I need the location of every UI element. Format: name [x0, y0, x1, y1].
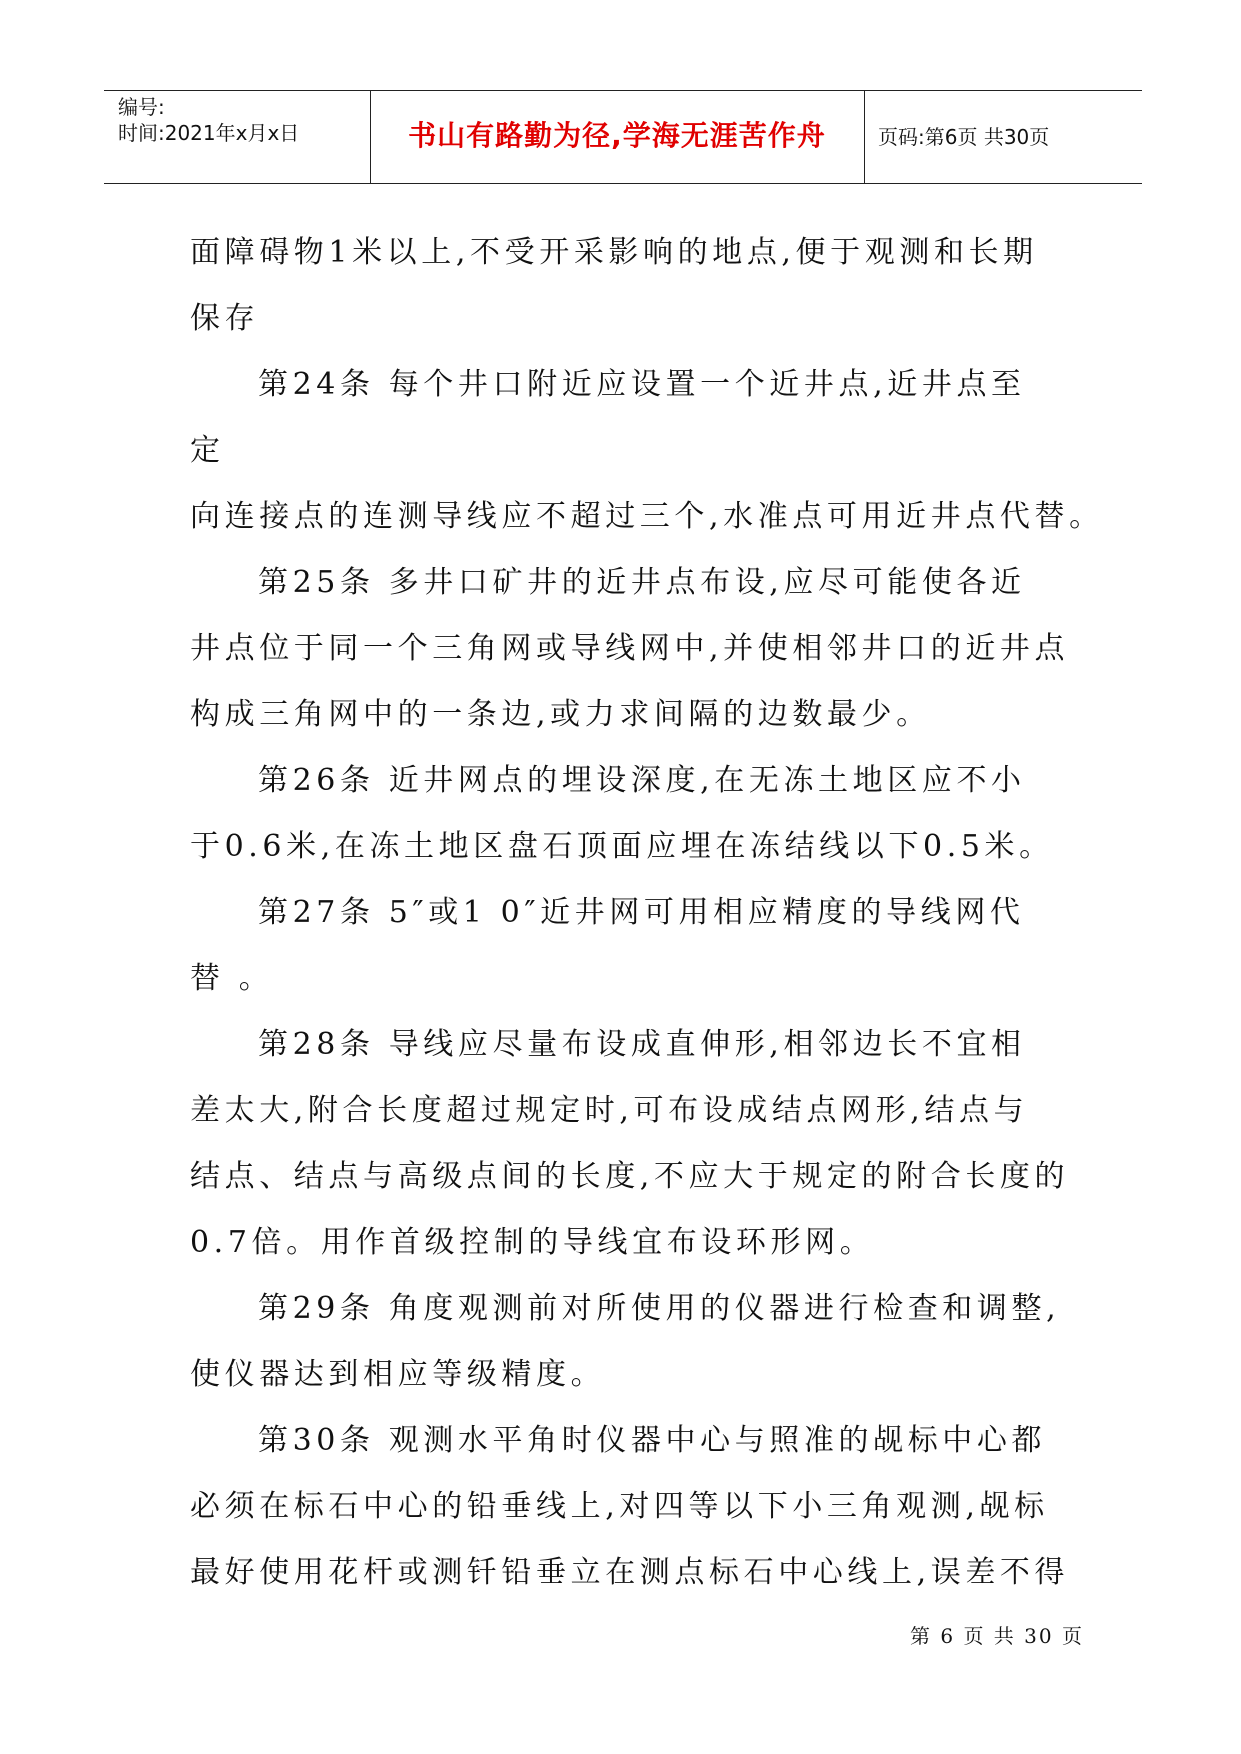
text-line: 使仪器达到相应等级精度。: [190, 1357, 606, 1392]
motto-text: 书山有路勤为径,学海无涯苦作舟: [408, 119, 826, 152]
article-28: 第28条 导线应尽量布设成直伸形,相邻边长不宜相: [258, 1027, 1026, 1062]
text-line: 必须在标石中心的铅垂线上,对四等以下小三角观测,觇标: [190, 1489, 1049, 1524]
text-line: 0.7倍。用作首级控制的导线宜布设环形网。: [190, 1225, 875, 1260]
article-25: 第25条 多井口矿井的近井点布设,应尽可能使各近: [258, 565, 1026, 600]
text-line: 面障碍物1米以上,不受开采影响的地点,便于观测和长期: [190, 235, 1038, 270]
header-meta-cell: [104, 91, 371, 183]
text-line: 最好使用花杆或测钎铅垂立在测点标石中心线上,误差不得: [190, 1555, 1070, 1590]
text-line: 结点、结点与高级点间的长度,不应大于规定的附合长度的: [190, 1159, 1070, 1194]
article-27: 第27条 5″或1 0″近井网可用相应精度的导线网代: [258, 895, 1025, 930]
article-26: 第26条 近井网点的埋设深度,在无冻土地区应不小: [258, 763, 1026, 798]
text-line: 定: [190, 433, 225, 468]
text-line: 保存: [190, 301, 260, 336]
text-line: 替 。: [190, 961, 274, 996]
text-line: 井点位于同一个三角网或导线网中,并使相邻井口的近井点: [190, 631, 1070, 666]
document-body: [190, 220, 1104, 1606]
text-line: 差太大,附合长度超过规定时,可布设成结点网形,结点与: [190, 1093, 1029, 1128]
text-line: 于0.6米,在冻土地区盘石顶面应埋在冻结线以下0.5米。: [190, 829, 1054, 864]
text-line: 构成三角网中的一条边,或力求间隔的边数最少。: [190, 697, 931, 732]
time-label: 时间:2021年x月x日: [118, 121, 300, 145]
header-page-cell: [864, 91, 1142, 183]
article-30: 第30条 观测水平角时仪器中心与照准的觇标中心都: [258, 1423, 1047, 1458]
header-page-info: 页码:第6页 共30页: [878, 125, 1050, 149]
page-footer: 第 6 页 共 30 页: [910, 1624, 1084, 1648]
header-motto-cell: [370, 91, 865, 183]
text-line: 向连接点的连测导线应不超过三个,水准点可用近井点代替。: [190, 499, 1104, 534]
article-29: 第29条 角度观测前对所使用的仪器进行检查和调整,: [258, 1291, 1061, 1326]
serial-label: 编号:: [118, 95, 165, 119]
page-header: [104, 90, 1142, 184]
article-24: 第24条 每个井口附近应设置一个近井点,近井点至: [258, 367, 1026, 402]
